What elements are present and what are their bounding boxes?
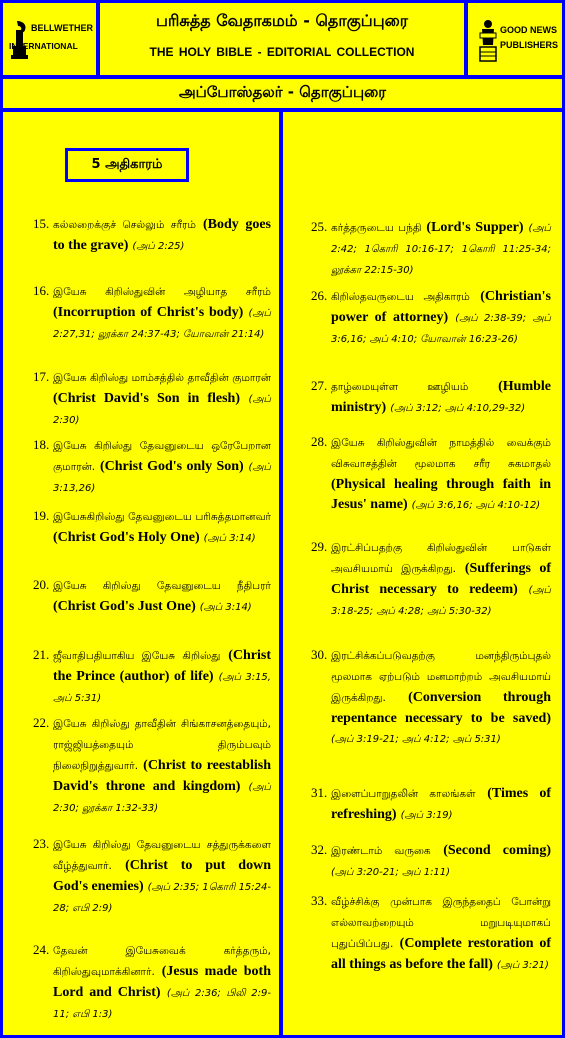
chapter-label: 5 அதிகாரம் bbox=[65, 148, 189, 182]
item-scripture-reference: (அப் 3:12; அப் 4:10,29-32) bbox=[390, 403, 526, 414]
header-title-panel bbox=[100, 3, 464, 75]
item-english-text: (Physical healing through faith in Jesus' name) bbox=[331, 477, 551, 512]
item-english-text: (Jesus made both Lord and Christ) bbox=[53, 964, 271, 1000]
item-text bbox=[331, 645, 551, 749]
item-tamil-text: ஜீவாதிபதியாகிய இயேசு கிறிஸ்து bbox=[53, 650, 221, 662]
item-number: 32. bbox=[311, 842, 328, 857]
outline-item bbox=[33, 506, 271, 548]
item-text bbox=[53, 940, 271, 1024]
item-text bbox=[53, 506, 271, 548]
item-text bbox=[331, 286, 551, 349]
item-english-text: (Christ God's Holy One) bbox=[53, 530, 200, 545]
item-english-text: (Christian's power of attorney) bbox=[331, 289, 551, 325]
item-tamil-text: இயேசு கிறிஸ்து தேவனுடைய ஒரேபேறான குமாரன். bbox=[53, 440, 271, 473]
item-number: 27. bbox=[311, 378, 328, 393]
item-text bbox=[53, 435, 271, 498]
item-scripture-reference: (அப் 3:6,16; அப் 4:10-12) bbox=[411, 500, 541, 511]
bible-reader-icon bbox=[478, 19, 498, 63]
item-number: 22. bbox=[33, 715, 50, 730]
outline-item bbox=[311, 432, 551, 515]
item-tamil-text: கிறிஸ்தவருடைய அதிகாரம் bbox=[331, 291, 470, 303]
item-text bbox=[53, 834, 271, 918]
item-scripture-reference: (அப் 3:19-21; அப் 4:12; அப் 5:31) bbox=[331, 734, 501, 745]
item-tamil-text: இயேசுகிறிஸ்து தேவனுடைய பரிசுத்தமானவர் bbox=[53, 511, 271, 523]
item-scripture-reference: (அப் 3:14) bbox=[203, 533, 256, 544]
item-number: 33. bbox=[311, 893, 328, 908]
item-scripture-reference: (அப் 2:30) bbox=[53, 394, 271, 426]
item-scripture-reference: (அப் 3:13,26) bbox=[53, 462, 271, 494]
item-text bbox=[331, 217, 551, 280]
bellwether-logo-panel bbox=[3, 3, 96, 75]
goodnews-logo bbox=[476, 15, 562, 65]
item-tamil-text: கல்லறைக்குச் செல்லும் சரீரம் bbox=[53, 219, 196, 231]
goodnews-logo-line2: PUBLISHERS bbox=[500, 40, 559, 50]
item-english-text: (Christ God's Just One) bbox=[53, 599, 196, 614]
item-text bbox=[331, 432, 551, 515]
section-subtitle: அப்போஸ்தலர் - தொகுப்புரை bbox=[178, 83, 387, 101]
item-english-text: (Christ David's Son in flesh) bbox=[53, 391, 240, 406]
item-text bbox=[331, 537, 551, 621]
item-scripture-reference: (அப் 3:14) bbox=[199, 602, 252, 613]
outline-item bbox=[33, 367, 271, 430]
item-tamil-text: இயேசு கிறிஸ்து தாவீதின் சிங்காசனத்தையும், ராஜ்ஜியத்தையும் திரும்பவும் நிலைநிறுத்துவார். bbox=[53, 718, 271, 772]
item-english-text: (Incorruption of Christ's body) bbox=[53, 305, 244, 320]
item-english-text: (Christ God's only Son) bbox=[99, 459, 244, 474]
item-number: 24. bbox=[33, 942, 50, 957]
item-tamil-text: இரண்டாம் வருகை bbox=[331, 845, 431, 857]
item-number: 16. bbox=[33, 283, 50, 298]
item-number: 31. bbox=[311, 785, 328, 800]
outline-item bbox=[311, 376, 551, 418]
item-scripture-reference: (அப் 3:19) bbox=[400, 810, 453, 821]
outline-item bbox=[311, 286, 551, 349]
item-tamil-text: இளைப்பாறுதலின் காலங்கள் bbox=[331, 788, 476, 800]
item-text bbox=[53, 214, 271, 256]
item-tamil-text: இரட்சிக்கப்படுவதற்கு மனந்திரும்புதல் மூலமாக ஏற்படும் மனமாற்றம் அவசியமாய் இருக்கிறது. bbox=[331, 650, 551, 704]
item-text bbox=[331, 891, 551, 975]
outline-item bbox=[33, 214, 271, 256]
item-tamil-text: வீழ்ச்சிக்கு முன்பாக இருந்ததைப் போன்று எல்லாவற்றையும் மறுபடியுமாகப் புதுப்பிப்பது. bbox=[331, 896, 551, 950]
item-number: 20. bbox=[33, 577, 50, 592]
item-english-text: (Humble ministry) bbox=[331, 379, 551, 415]
ram-icon bbox=[11, 19, 29, 61]
item-english-text: (Second coming) bbox=[443, 843, 551, 858]
item-scripture-reference: (அப் 2:27,31; லூக்கா 24:37-43; யோவான் 21:14) bbox=[53, 308, 271, 340]
item-scripture-reference: (அப் 3:20-21; அப் 1:11) bbox=[331, 867, 451, 878]
outline-item bbox=[311, 891, 551, 975]
bellwether-logo bbox=[9, 15, 95, 65]
left-column bbox=[3, 112, 279, 1035]
item-english-text: (Body goes to the grave) bbox=[53, 217, 271, 253]
item-english-text: (Lord's Supper) bbox=[426, 220, 524, 235]
item-scripture-reference: (அப் 2:25) bbox=[132, 241, 185, 252]
goodnews-logo-line1: GOOD NEWS bbox=[500, 25, 558, 35]
outline-item bbox=[33, 575, 271, 617]
item-tamil-text: தாழ்மையுள்ள ஊழியம் bbox=[331, 381, 469, 393]
item-scripture-reference: (அப் 2:30; லூக்கா 1:32-33) bbox=[53, 782, 271, 814]
item-number: 15. bbox=[33, 216, 50, 231]
item-scripture-reference: (அப் 2:42; 1கொரி 10:16-17; 1கொரி 11:25-34; லூக்கா 22:15-30) bbox=[331, 223, 551, 276]
right-column bbox=[283, 112, 562, 1035]
item-number: 17. bbox=[33, 369, 50, 384]
item-number: 29. bbox=[311, 539, 328, 554]
item-tamil-text: இயேசு கிறிஸ்துவின் அழியாத சரீரம் bbox=[53, 286, 271, 298]
item-scripture-reference: (அப் 2:36; பிலி 2:9-11; எபி 1:3) bbox=[53, 988, 271, 1020]
item-text bbox=[53, 645, 271, 708]
english-page-title: THE HOLY BIBLE - EDITORIAL COLLECTION bbox=[149, 45, 415, 59]
section-subtitle-bar bbox=[3, 79, 562, 108]
item-scripture-reference: (அப் 2:35; 1கொரி 15:24-28; எபி 2:9) bbox=[53, 882, 271, 914]
item-scripture-reference: (அப் 3:15, அப் 5:31) bbox=[53, 672, 271, 704]
item-tamil-text: இயேசு கிறிஸ்துவின் நாமத்தில் வைக்கும் விசுவாசத்தின் மூலமாக சரீர சுகமாதல் bbox=[331, 437, 551, 470]
outline-item bbox=[311, 840, 551, 882]
item-number: 19. bbox=[33, 508, 50, 523]
item-english-text: (Times of refreshing) bbox=[331, 786, 551, 822]
item-tamil-text: இயேசு கிறிஸ்து தேவனுடைய சத்துருக்களை வீழ்த்துவார். bbox=[53, 839, 271, 872]
outline-item bbox=[311, 783, 551, 825]
item-text bbox=[53, 281, 271, 344]
item-number: 23. bbox=[33, 836, 50, 851]
item-number: 28. bbox=[311, 434, 328, 449]
item-text bbox=[331, 840, 551, 882]
item-english-text: (Sufferings of Christ necessary to redeem) bbox=[331, 561, 551, 597]
item-text bbox=[331, 376, 551, 418]
item-tamil-text: இயேசு கிறிஸ்து தேவனுடைய நீதிபரர் bbox=[53, 580, 271, 592]
item-text bbox=[53, 575, 271, 617]
item-english-text: (Complete restoration of all things as before the fall) bbox=[331, 936, 551, 972]
item-scripture-reference: (அப் 3:21) bbox=[496, 960, 549, 971]
item-tamil-text: தேவன் இயேசுவைக் கர்த்தரும், கிறிஸ்துவுமாக்கினார். bbox=[53, 945, 271, 978]
outline-item bbox=[33, 435, 271, 498]
item-number: 25. bbox=[311, 219, 328, 234]
item-text bbox=[331, 783, 551, 825]
outline-item bbox=[33, 645, 271, 708]
item-tamil-text: இயேசு கிறிஸ்து மாம்சத்தில் தாவீதின் குமாரன் bbox=[53, 372, 271, 384]
item-number: 21. bbox=[33, 647, 50, 662]
outline-item bbox=[33, 940, 271, 1024]
item-english-text: (Christ to put down God's enemies) bbox=[53, 858, 271, 894]
item-tamil-text: கர்த்தருடைய பந்தி bbox=[331, 222, 422, 234]
tamil-page-title: பரிசுத்த வேதாகமம் - தொகுப்புரை bbox=[155, 11, 409, 30]
item-text bbox=[53, 367, 271, 430]
item-text bbox=[53, 713, 271, 818]
bellwether-logo-line2: INTERNATIONAL bbox=[9, 41, 78, 51]
item-tamil-text: இரட்சிப்பதற்கு கிறிஸ்துவின் பாடுகள் அவசியமாய் இருக்கிறது. bbox=[331, 542, 551, 575]
item-number: 18. bbox=[33, 437, 50, 452]
outline-item bbox=[311, 217, 551, 280]
outline-item bbox=[311, 645, 551, 749]
outline-item bbox=[311, 537, 551, 621]
bellwether-logo-line1: BELLWETHER bbox=[31, 23, 93, 33]
item-english-text: (Conversion through repentance necessary to be saved) bbox=[331, 690, 551, 726]
outline-item bbox=[33, 834, 271, 918]
outline-item bbox=[33, 281, 271, 344]
item-english-text: (Christ the Prince (author) of life) bbox=[53, 648, 271, 684]
item-number: 26. bbox=[311, 288, 328, 303]
item-english-text: (Christ to reestablish David's throne and kingdom) bbox=[53, 758, 271, 794]
item-scripture-reference: (அப் 3:18-25; அப் 4:28; அப் 5:30-32) bbox=[331, 585, 551, 617]
item-scripture-reference: (அப் 2:38-39; அப் 3:6,16; அப் 4:10; யோவான் 16:23-26) bbox=[331, 313, 551, 345]
item-number: 30. bbox=[311, 647, 328, 662]
goodnews-logo-panel bbox=[468, 3, 562, 75]
outline-item bbox=[33, 713, 271, 818]
